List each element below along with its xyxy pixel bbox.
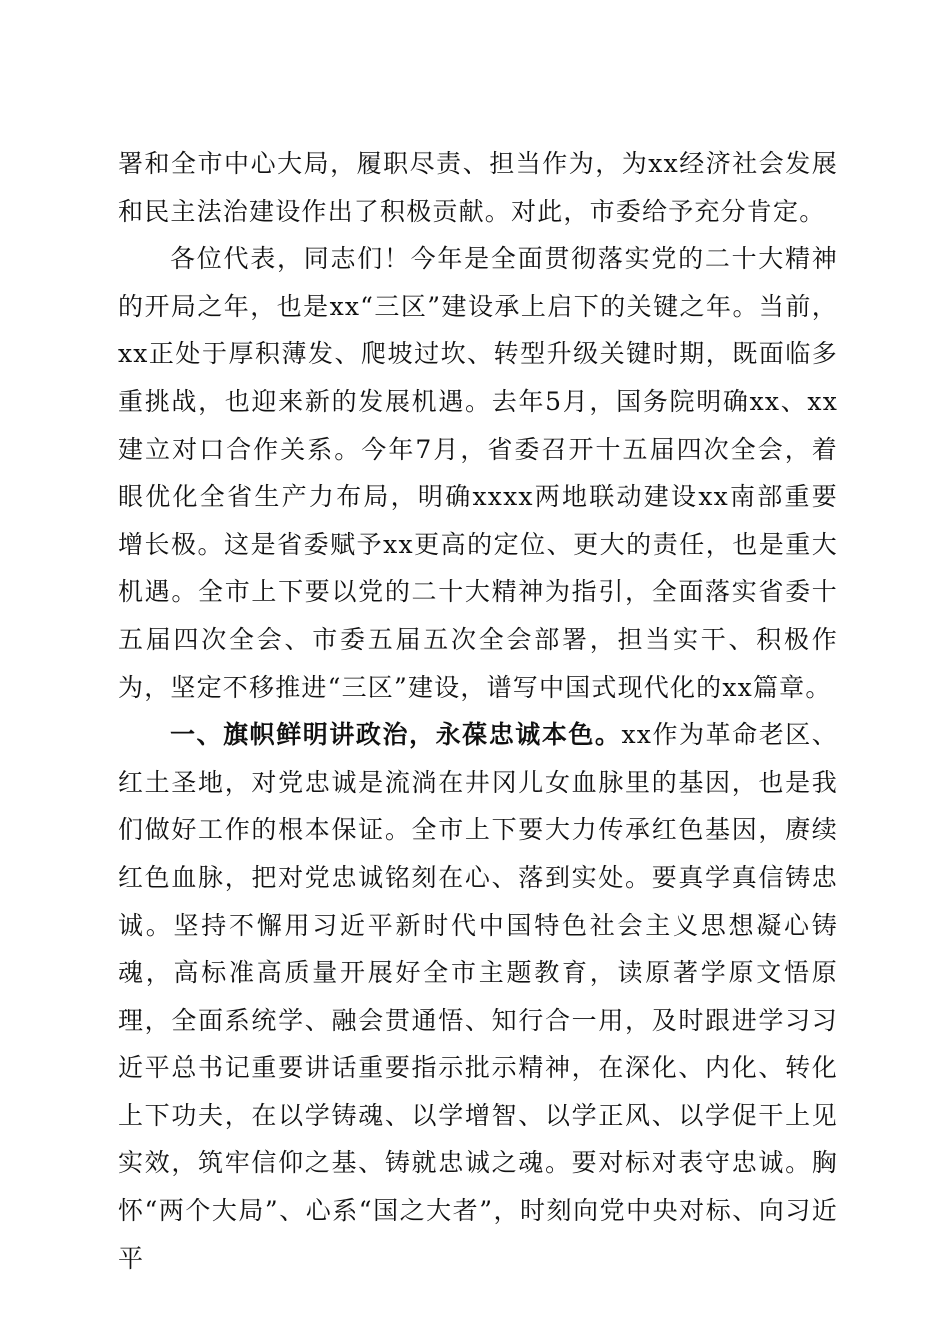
section-heading: 一、旗帜鲜明讲政治，永葆忠诚本色。	[170, 720, 622, 750]
document-body	[118, 140, 838, 1282]
paragraph-section-one	[118, 711, 838, 1282]
section-body: xx作为革命老区、红土圣地，对党忠诚是流淌在井冈儿女血脉里的基因，也是我们做好工作的根本保证。全市上下要大力传承红色基因，赓续红色血脉，把对党忠诚铭刻在心、落到实处。要真学真信铸忠诚。坚持不懈用习近平新时代中国特色社会主义思想凝心铸魂，高标准高质量开展好全市主题教育，读原著学原文悟原理，全面系统学、融会贯通悟、知行合一用，及时跟进学习习近平总书记重要讲话重要指示批示精神，在深化、内化、转化上下功夫，在以学铸魂、以学增智、以学正风、以学促干上见实效，筑牢信仰之基、铸就忠诚之魂。要对标对表守忠诚。胸怀“两个大局”、心系“国之大者”，时刻向党中央对标、向习近平	[118, 720, 839, 1273]
paragraph-greeting: 各位代表，同志们！今年是全面贯彻落实党的二十大精神的开局之年，也是xx“三区”建设承上启下的关键之年。当前，xx正处于厚积薄发、爬坡过坎、转型升级关键时期，既面临多重挑战，也迎来新的发展机遇。去年5月，国务院明确xx、xx建立对口合作关系。今年7月，省委召开十五届四次全会，着眼优化全省生产力布局，明确xxxx两地联动建设xx南部重要增长极。这是省委赋予xx更高的定位、更大的责任，也是重大机遇。全市上下要以党的二十大精神为指引，全面落实省委十五届四次全会、市委五届五次全会部署，担当实干、积极作为，坚定不移推进“三区”建设，谱写中国式现代化的xx篇章。	[118, 244, 838, 702]
paragraph-continuation: 署和全市中心大局，履职尽责、担当作为，为xx经济社会发展和民主法治建设作出了积极贡献。对此，市委给予充分肯定。	[118, 149, 838, 226]
